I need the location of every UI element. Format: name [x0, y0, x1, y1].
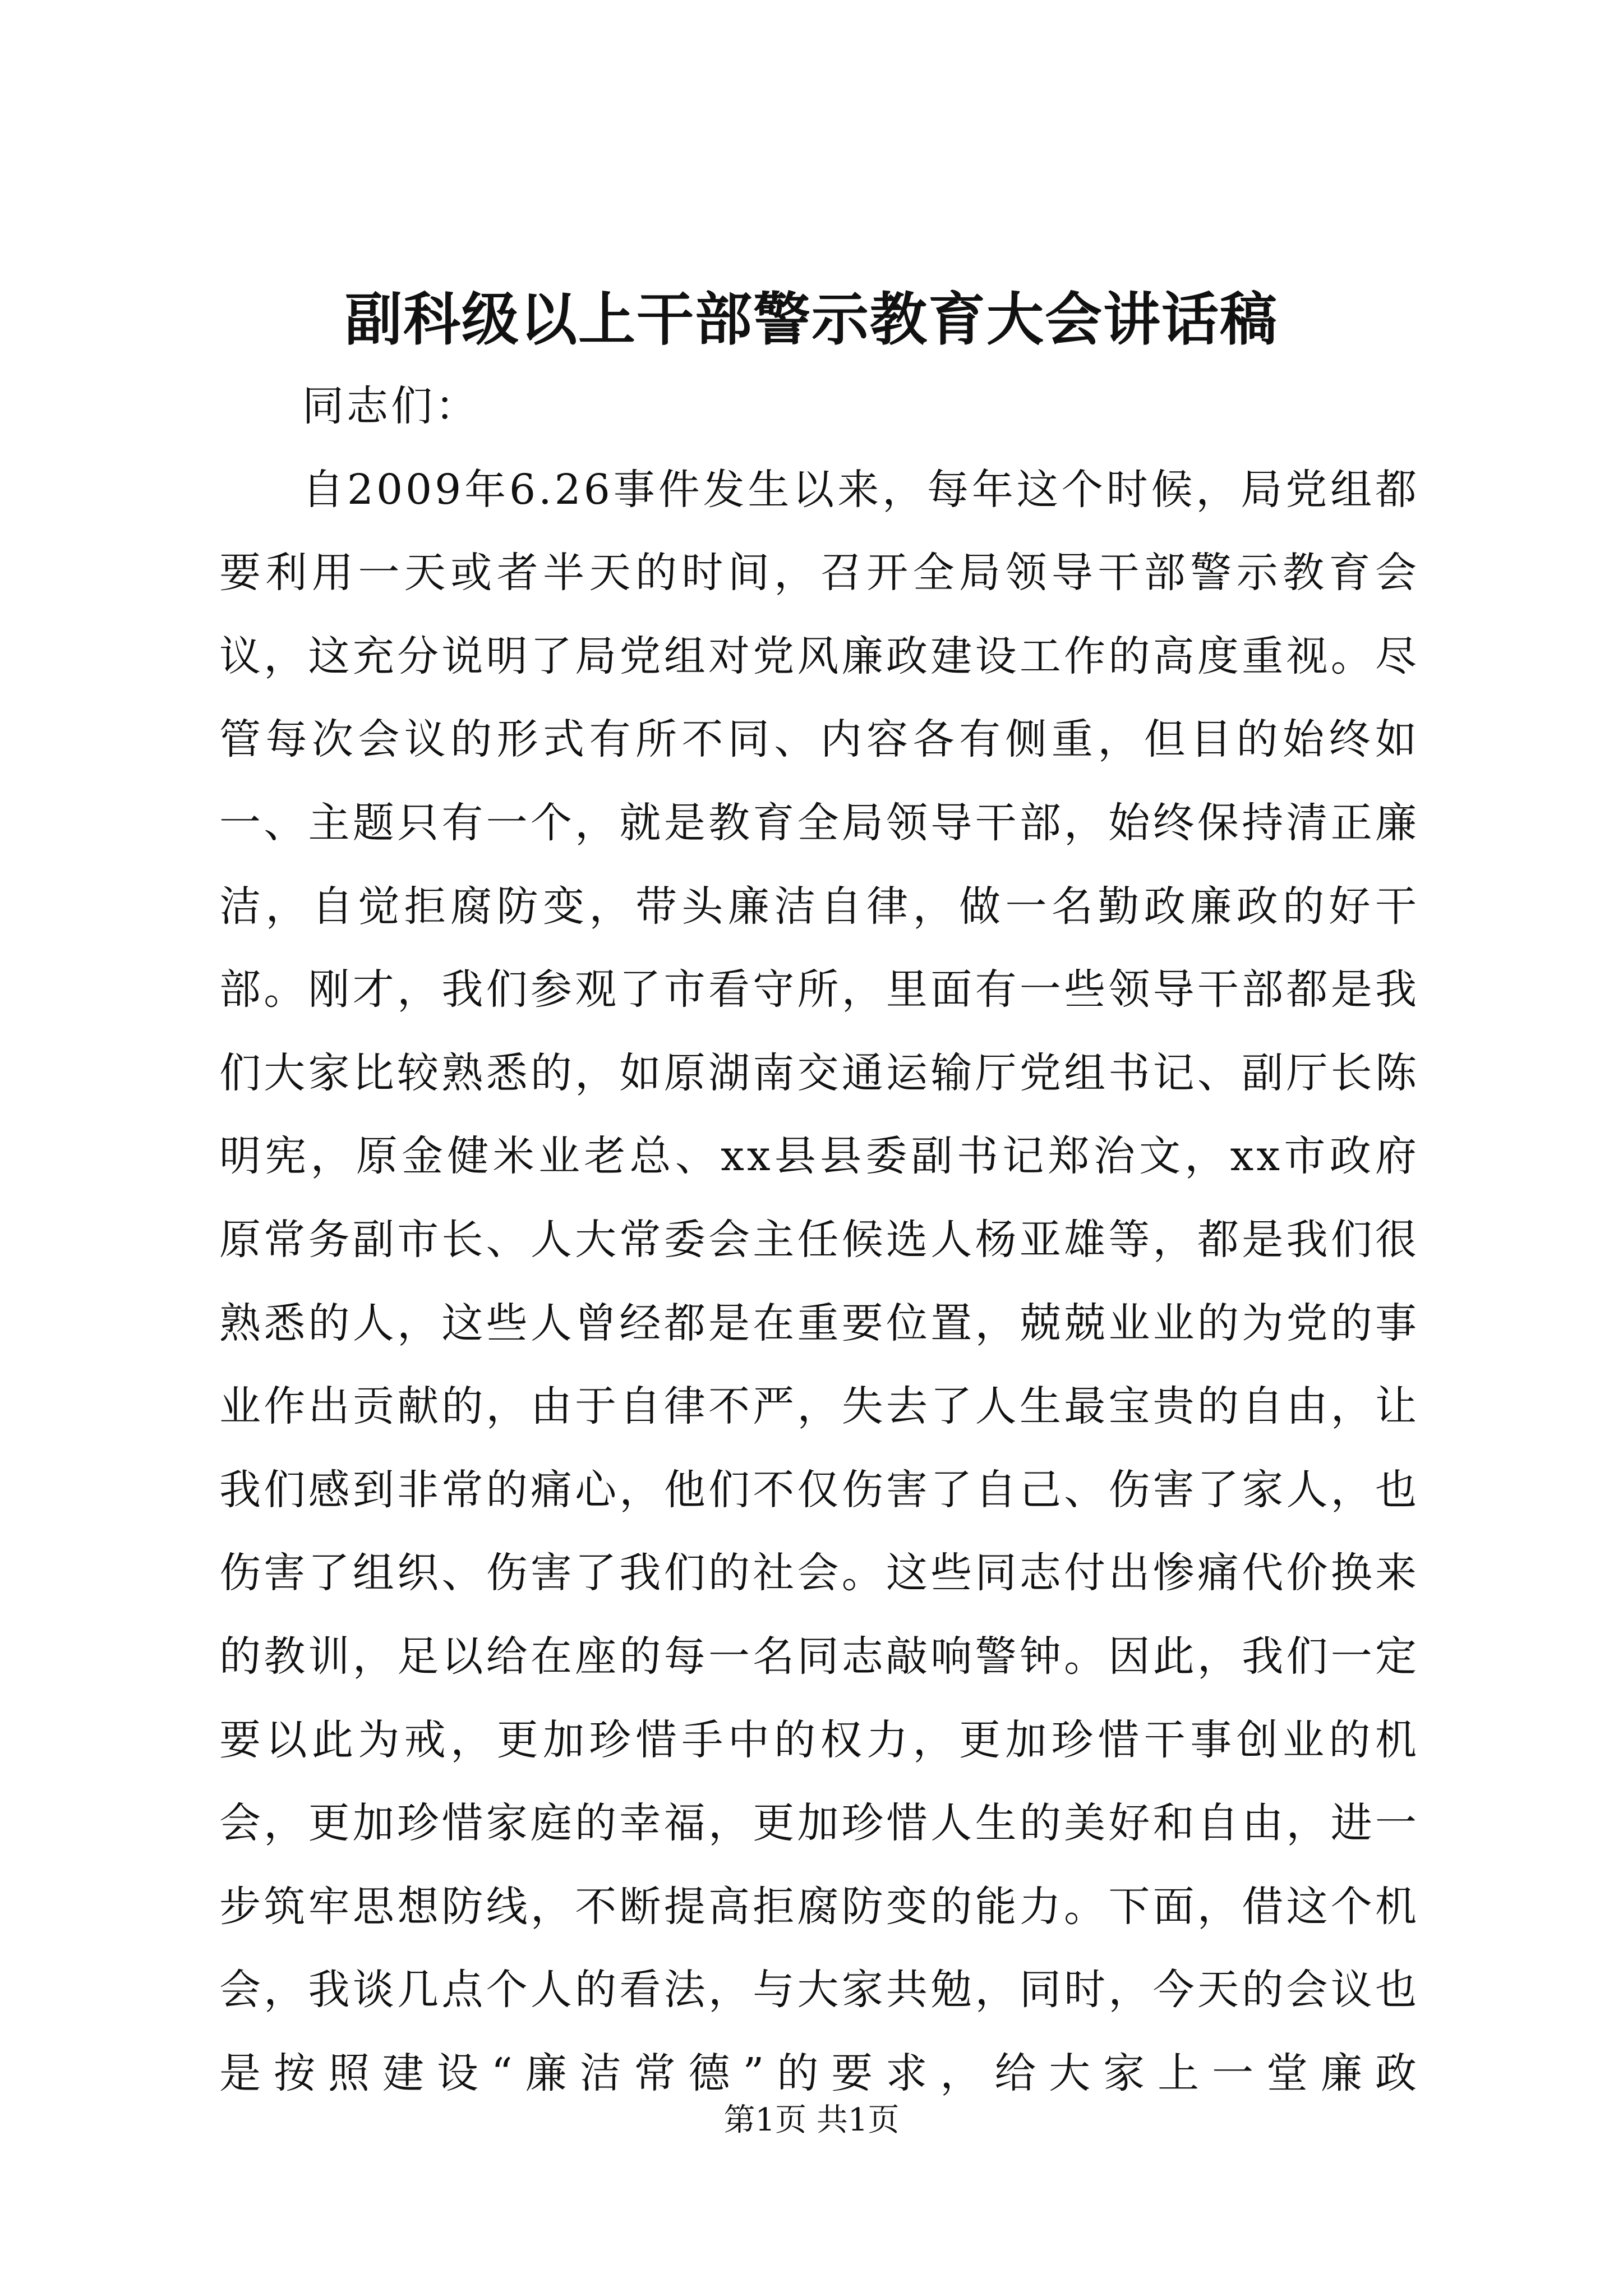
document-title: 副科级以上干部警示教育大会讲话稿: [345, 286, 1278, 353]
greeting: 同志们：: [302, 382, 479, 430]
body-paragraph: 自2009年6.26事件发生以来，每年这个时候，局党组都要利用一天或者半天的时间，召开全局领导干部警示教育会议，这充分说明了局党组对党风廉政建设工作的高度重视。尽管每次会议的形式有所不同、内容各有侧重，但目的始终如一、主题只有一个，就是教育全局领导干部，始终保持清正廉洁，自觉拒腐防变，带头廉洁自律，做一名勤政廉政的好干部。刚才，我们参观了市看守所，里面有一些领导干部都是我们大家比较熟悉的，如原湖南交通运输厅党组书记、副厅长陈明宪，原金健米业老总、xx县县委副书记郑治文，xx市政府原常务副市长、人大常委会主任候选人杨亚雄等，都是我们很熟悉的人，这些人曾经都是在重要位置，兢兢业业的为党的事业作出贡献的，由于自律不严，失去了人生最宝贵的自由，让我们感到非常的痛心，他们不仅伤害了自己、伤害了家人，也伤害了组织、伤害了我们的社会。这些同志付出惨痛代价换来的教训，足以给在座的每一名同志敲响警钟。因此，我们一定要以此为戒，更加珍惜手中的权力，更加珍惜干事创业的机会，更加珍惜家庭的幸福，更加珍惜人生的美好和自由，进一步筑牢思想防线，不断提高拒腐防变的能力。下面，借这个机会，我谈几点个人的看法，与大家共勉，同时，今天的会议也是按照建设“廉洁常德”的要求，给大家上一堂廉政: [219, 465, 1419, 2097]
page-footer: 第1页 共1页: [723, 2102, 900, 2138]
document-body: [219, 365, 1419, 2115]
